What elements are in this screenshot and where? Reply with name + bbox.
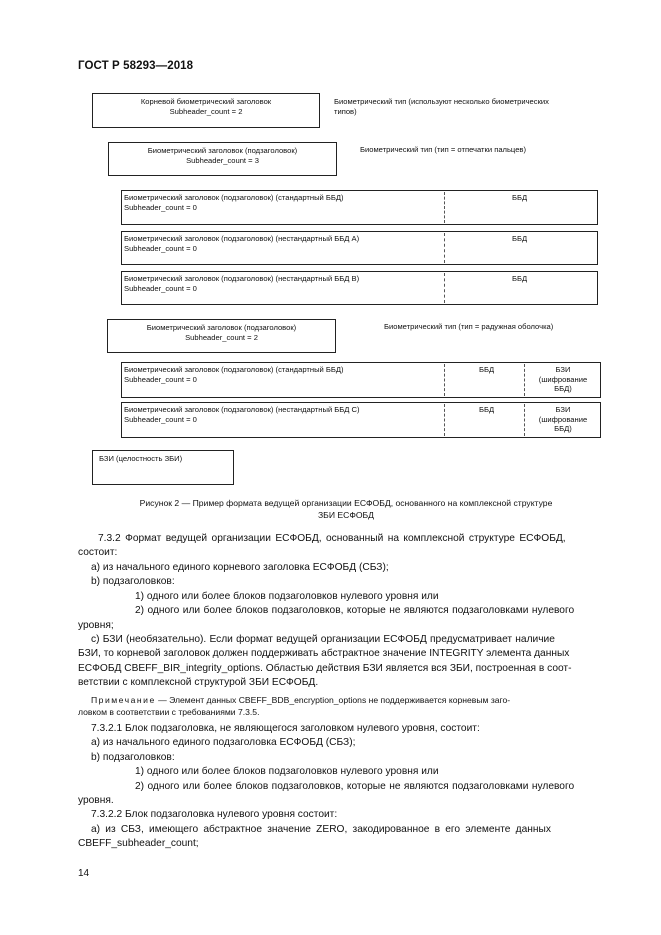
group2-subheader-box [107, 319, 336, 353]
note-text: — Элемент данных CBEFF_BDB_encryption_options не поддерживается корневым заго- [155, 695, 511, 705]
note-line2: ловком в соответствии с требованиями 7.3.5. [78, 707, 260, 717]
text-line: CBEFF_subheader_count; [78, 838, 199, 849]
row-count: Subheader_count = 0 [124, 243, 197, 253]
bzi-encryption: (шифрование [538, 374, 588, 384]
text-line: БЗИ, то корневой заголовок должен поддерживать абстрактное значение INTEGRITY элемента данных [78, 648, 570, 659]
bzi-bbd: ББД) [554, 384, 572, 394]
row-count: Subheader_count = 0 [124, 414, 197, 424]
bbd-label: ББД [479, 405, 495, 414]
root-header-count: Subheader_count = 2 [169, 106, 243, 116]
text-line: b) подзаголовков: [91, 576, 175, 587]
bzi-label: БЗИ [555, 405, 571, 414]
group2-title: Биометрический заголовок (подзаголовок) [146, 323, 297, 332]
group1-row-2 [121, 231, 598, 265]
text-line: 2) одного или более блоков подзаголовков, которые не являются подзаголовками нулевого [135, 605, 575, 616]
root-type-desc-line2: типов) [334, 106, 357, 116]
group1-row-3 [121, 271, 598, 305]
bzi-encryption-label [526, 365, 600, 394]
para-7-3-2-1: 7.3.2.1 Блок подзаголовка, не являющегося заголовком нулевого уровня, состоит: [91, 723, 480, 734]
text-line: a) из начального единого корневого заголовка ЕСФОБД (СБЗ); [91, 562, 389, 573]
note-label: Примечание [91, 695, 156, 705]
integrity-box [92, 450, 234, 485]
text-line: уровня. [78, 795, 114, 806]
integrity-label: БЗИ (целостность ЗБИ) [99, 454, 183, 463]
row-count: Subheader_count = 0 [124, 283, 197, 293]
note [91, 694, 510, 706]
text-line: ветствии с комплексной структурой ЗБИ ЕСФОБД. [78, 677, 319, 688]
group1-row-1 [121, 190, 598, 225]
figure-caption [78, 497, 614, 521]
text-line: 1) одного или более блоков подзаголовков нулевого уровня или [135, 591, 439, 602]
group1-subheader-box [108, 142, 337, 176]
group2-count: Subheader_count = 2 [185, 332, 258, 342]
text-line: 2) одного или более блоков подзаголовков, которые не являются подзаголовками нулевого [135, 781, 575, 792]
row-title: Биометрический заголовок (подзаголовок) (нестандартный ББД А) [124, 234, 360, 243]
text-line: a) из СБЗ, имеющего абстрактное значение ZERO, закодированное в его элементе данных [91, 824, 551, 835]
bbd-label: ББД [512, 234, 528, 243]
group2-type-desc: Биометрический тип (тип = радужная оболочка) [384, 322, 554, 331]
row-title: Биометрический заголовок (подзаголовок) (нестандартный ББД В) [124, 274, 360, 283]
document-header: ГОСТ Р 58293—2018 [78, 60, 194, 72]
text-line: b) подзаголовков: [91, 752, 175, 763]
para-7-3-2: 7.3.2 Формат ведущей организации ЕСФОБД, основанный на комплексной структуре ЕСФОБД, [98, 533, 566, 544]
root-header-box [92, 93, 320, 128]
bbd-label: ББД [512, 193, 528, 202]
bbd-label: ББД [479, 365, 495, 374]
text-line: уровня; [78, 620, 114, 631]
group2-row-2 [121, 402, 601, 438]
bzi-encryption-label [526, 405, 600, 434]
group1-count: Subheader_count = 3 [186, 155, 259, 165]
text-line: a) из начального единого подзаголовка ЕСФОБД (СБЗ); [91, 737, 356, 748]
text-line: ЕСФОБД CBEFF_BIR_integrity_options. Областью действия БЗИ является вся ЗБИ, построенная в соот- [78, 663, 572, 674]
bzi-bbd: ББД) [554, 424, 572, 434]
row-title: Биометрический заголовок (подзаголовок) (нестандартный ББД С) [124, 405, 360, 414]
bzi-encryption: (шифрование [538, 414, 588, 424]
row-count: Subheader_count = 0 [124, 374, 197, 384]
row-title: Биометрический заголовок (подзаголовок) (стандартный ББД) [124, 193, 344, 202]
group2-row-1 [121, 362, 601, 398]
row-count: Subheader_count = 0 [124, 202, 197, 212]
bzi-label: БЗИ [555, 365, 571, 374]
group1-title: Биометрический заголовок (подзаголовок) [147, 146, 298, 155]
page-number: 14 [78, 868, 90, 879]
para-7-3-2-2: 7.3.2.2 Блок подзаголовка нулевого уровня состоит: [91, 809, 338, 820]
text-line: состоит: [78, 547, 118, 558]
root-type-desc-line1: Биометрический тип (используют несколько биометрических [334, 97, 549, 106]
row-title: Биометрический заголовок (подзаголовок) (стандартный ББД) [124, 365, 344, 374]
text-line: 1) одного или более блоков подзаголовков нулевого уровня или [135, 766, 439, 777]
root-type-desc [334, 97, 549, 116]
root-header-title: Корневой биометрический заголовок [140, 97, 272, 106]
caption-line1: Рисунок 2 — Пример формата ведущей организации ЕСФОБД, основанного на комплексной структуре [139, 498, 553, 508]
caption-line2: ЗБИ ЕСФОБД [317, 510, 374, 520]
group1-type-desc: Биометрический тип (тип = отпечатки пальцев) [360, 145, 526, 154]
bbd-label: ББД [512, 274, 528, 283]
text-line: c) БЗИ (необязательно). Если формат ведущей организации ЕСФОБД предусматривает наличие [91, 634, 555, 645]
